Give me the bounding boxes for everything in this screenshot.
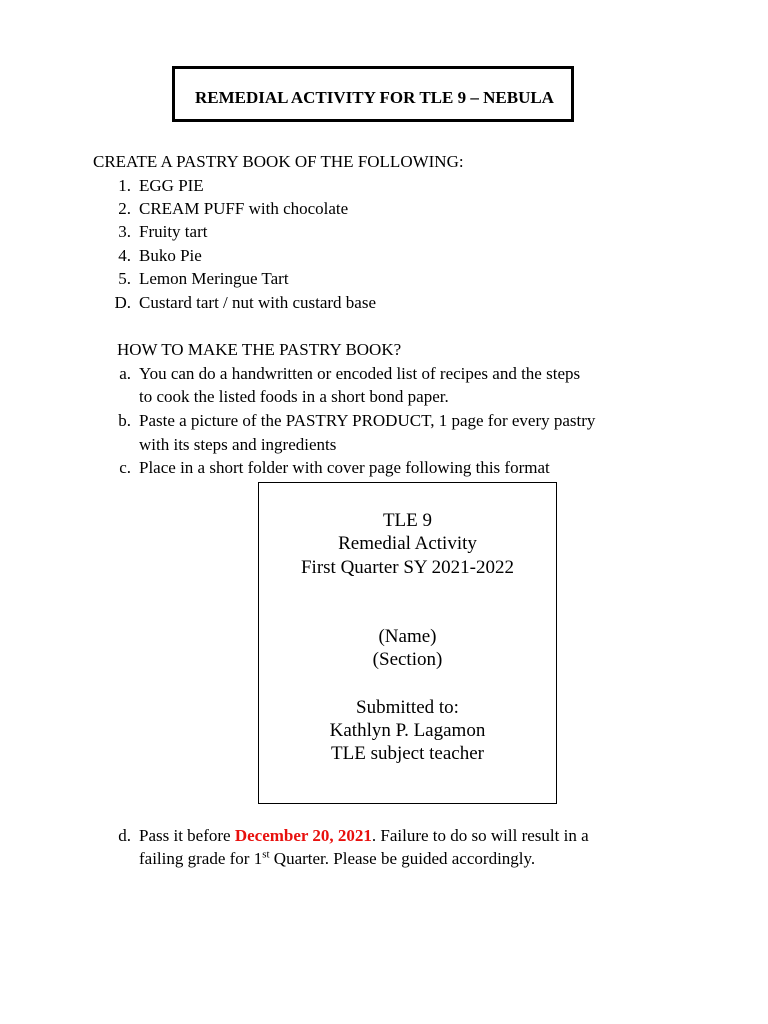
cover-teacher: Kathlyn P. Lagamon xyxy=(329,720,486,741)
title-box xyxy=(172,66,574,122)
list-item-continuation: to cook the listed foods in a short bond paper. xyxy=(139,387,449,406)
cover-section: (Section) xyxy=(372,649,443,670)
cover-name: (Name) xyxy=(378,626,437,647)
deadline-date: December 20, 2021 xyxy=(234,826,372,845)
list-item-continuation: failing grade for 1st Quarter. Please be guided accordingly. xyxy=(139,848,536,868)
cover-quarter: First Quarter SY 2021-2022 xyxy=(300,557,515,578)
list-item-continuation: with its steps and ingredients xyxy=(139,435,337,454)
cover-subject: TLE 9 xyxy=(382,510,433,531)
document-title: REMEDIAL ACTIVITY FOR TLE 9 – NEBULA xyxy=(195,88,554,107)
cover-submitted-label: Submitted to: xyxy=(356,697,459,718)
cover-activity: Remedial Activity xyxy=(338,533,477,554)
cover-page-sample xyxy=(258,482,557,804)
howto-heading: HOW TO MAKE THE PASTRY BOOK? xyxy=(117,340,402,359)
instruction-heading: CREATE A PASTRY BOOK OF THE FOLLOWING: xyxy=(93,152,464,171)
cover-teacher-role: TLE subject teacher xyxy=(331,743,484,764)
